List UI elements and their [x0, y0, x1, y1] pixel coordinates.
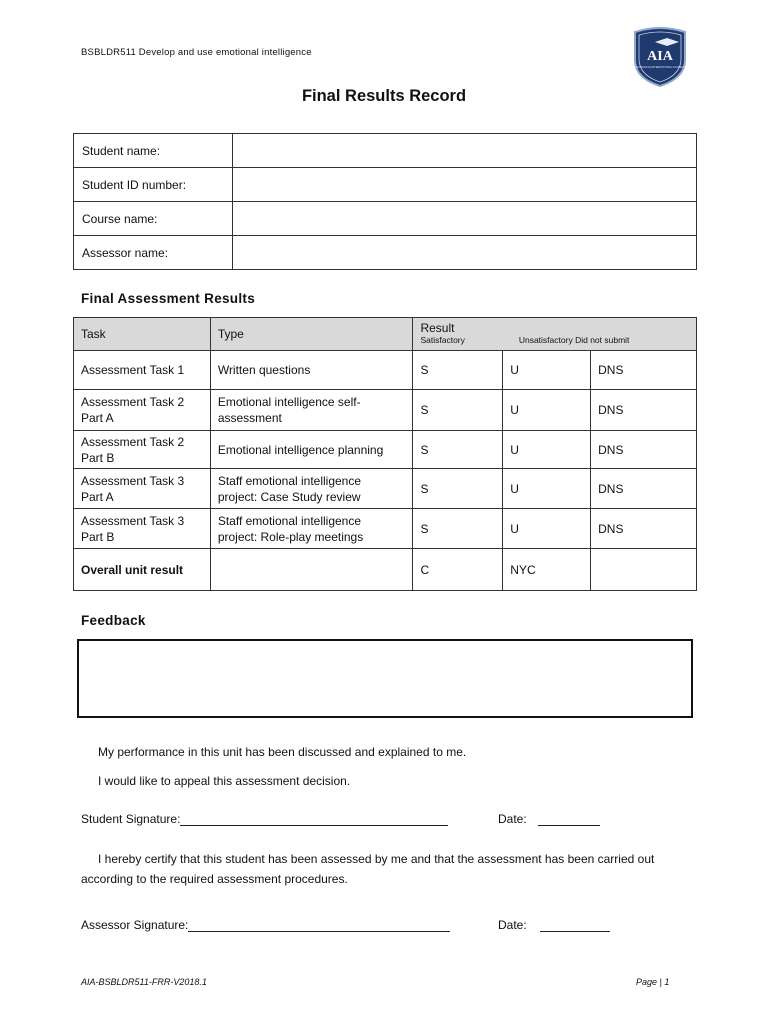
student-name-label: Student name:: [74, 134, 233, 168]
student-signature-row: [81, 812, 448, 826]
result-s[interactable]: S: [413, 509, 503, 549]
student-date-label: Date:: [498, 812, 527, 826]
student-date-row: [498, 812, 600, 826]
task-cell: [74, 351, 211, 390]
result-dns[interactable]: DNS: [591, 431, 697, 469]
student-id-field[interactable]: [232, 168, 696, 202]
task-text: Assessment Task 1: [81, 363, 185, 377]
dns-label: Did not submit: [575, 335, 630, 345]
page-number: Page | 1: [636, 977, 670, 987]
certification-line2: according to the required assessment procedures.: [81, 872, 348, 886]
col-task: Task: [74, 318, 211, 351]
document-code: AIA-BSBLDR511-FRR-V2018.1: [81, 977, 207, 987]
type-text: Emotional intelligence self-: [217, 395, 361, 409]
task-cell: [74, 431, 211, 469]
col-type: Type: [210, 318, 413, 351]
task-cell: [74, 469, 211, 509]
table-row: [74, 202, 697, 236]
table-row: [74, 351, 697, 390]
assessor-date-label: Date:: [498, 918, 527, 932]
type-text: project: Case Study review: [217, 489, 361, 504]
feedback-box[interactable]: [77, 639, 693, 718]
task-text: Assessment Task 2: [81, 395, 185, 409]
table-row: [74, 168, 697, 202]
type-text: project: Role-play meetings: [217, 529, 364, 544]
type-text: Staff emotional intelligence: [217, 513, 362, 528]
type-cell: [210, 431, 413, 469]
result-u[interactable]: U: [503, 431, 591, 469]
logo-subtitle: AUSTRALIAN INTERNATIONAL ACADEMY: [634, 66, 686, 69]
result-u[interactable]: U: [503, 469, 591, 509]
result-dns[interactable]: DNS: [591, 469, 697, 509]
table-row: [74, 509, 697, 549]
type-text: Staff emotional intelligence: [217, 473, 362, 488]
overall-c[interactable]: C: [413, 549, 503, 591]
student-id-label: Student ID number:: [74, 168, 233, 202]
task-text: Assessment Task 3: [81, 513, 185, 528]
logo-wordmark: AIA: [647, 49, 673, 64]
result-s[interactable]: S: [413, 431, 503, 469]
type-cell: [210, 509, 413, 549]
overall-type-cell: [210, 549, 413, 591]
course-name-label: Course name:: [74, 202, 233, 236]
certification-line1: I hereby certify that this student has been assessed by me and that the assessment has been carried out: [98, 852, 655, 866]
result-u[interactable]: U: [503, 390, 591, 431]
student-signature-line[interactable]: [180, 812, 448, 826]
type-text: assessment: [217, 411, 282, 425]
result-dns[interactable]: DNS: [591, 509, 697, 549]
type-cell: [210, 390, 413, 431]
aia-logo: [631, 26, 689, 88]
student-signature-label: Student Signature:: [81, 812, 181, 826]
declaration-appeal: I would like to appeal this assessment decision.: [98, 774, 351, 788]
task-cell: [74, 390, 211, 431]
task-text: Assessment Task 2: [81, 434, 185, 449]
assessor-date-row: [498, 918, 610, 932]
assessor-signature-row: [81, 918, 450, 932]
result-options: [420, 335, 696, 346]
task-text: Part B: [81, 529, 115, 544]
result-dns[interactable]: DNS: [591, 390, 697, 431]
unsatisfactory-label: Unsatisfactory: [518, 335, 573, 345]
result-heading: Result: [420, 321, 455, 335]
unit-title: BSBLDR511 Develop and use emotional intelligence: [81, 47, 312, 58]
task-text: Assessment Task 3: [81, 473, 185, 488]
result-dns[interactable]: DNS: [591, 351, 697, 390]
course-name-field[interactable]: [232, 202, 696, 236]
declaration-discussed: My performance in this unit has been discussed and explained to me.: [98, 745, 467, 759]
student-name-field[interactable]: [232, 134, 696, 168]
table-header-row: [74, 318, 697, 351]
assessment-results-table: [73, 317, 697, 591]
result-s[interactable]: S: [413, 351, 503, 390]
result-s[interactable]: S: [413, 469, 503, 509]
task-cell: [74, 509, 211, 549]
satisfactory-label: Satisfactory: [420, 335, 465, 345]
task-text: Part B: [81, 450, 115, 465]
table-row: [74, 134, 697, 168]
overall-result-row: [74, 549, 697, 591]
assessor-signature-line[interactable]: [188, 918, 450, 932]
col-result: [413, 318, 697, 351]
student-info-table: [73, 133, 697, 270]
type-cell: [210, 351, 413, 390]
overall-empty-cell: [591, 549, 697, 591]
overall-label: Overall unit result: [74, 549, 211, 591]
task-text: Part A: [81, 489, 114, 504]
table-row: [74, 236, 697, 270]
result-u[interactable]: U: [503, 351, 591, 390]
result-u[interactable]: U: [503, 509, 591, 549]
page-title: Final Results Record: [301, 87, 467, 105]
assessor-name-label: Assessor name:: [74, 236, 233, 270]
assessor-signature-label: Assessor Signature:: [81, 918, 189, 932]
assessor-name-field[interactable]: [232, 236, 696, 270]
overall-nyc[interactable]: NYC: [503, 549, 591, 591]
type-text: Written questions: [217, 363, 311, 377]
result-s[interactable]: S: [413, 390, 503, 431]
table-row: [74, 431, 697, 469]
table-row: [74, 390, 697, 431]
student-date-line[interactable]: [538, 812, 600, 826]
table-row: [74, 469, 697, 509]
assessor-date-line[interactable]: [540, 918, 610, 932]
assessment-heading: Final Assessment Results: [81, 291, 256, 306]
task-text: Part A: [81, 411, 114, 425]
feedback-heading: Feedback: [81, 613, 146, 628]
type-cell: [210, 469, 413, 509]
type-text: Emotional intelligence planning: [217, 442, 384, 457]
